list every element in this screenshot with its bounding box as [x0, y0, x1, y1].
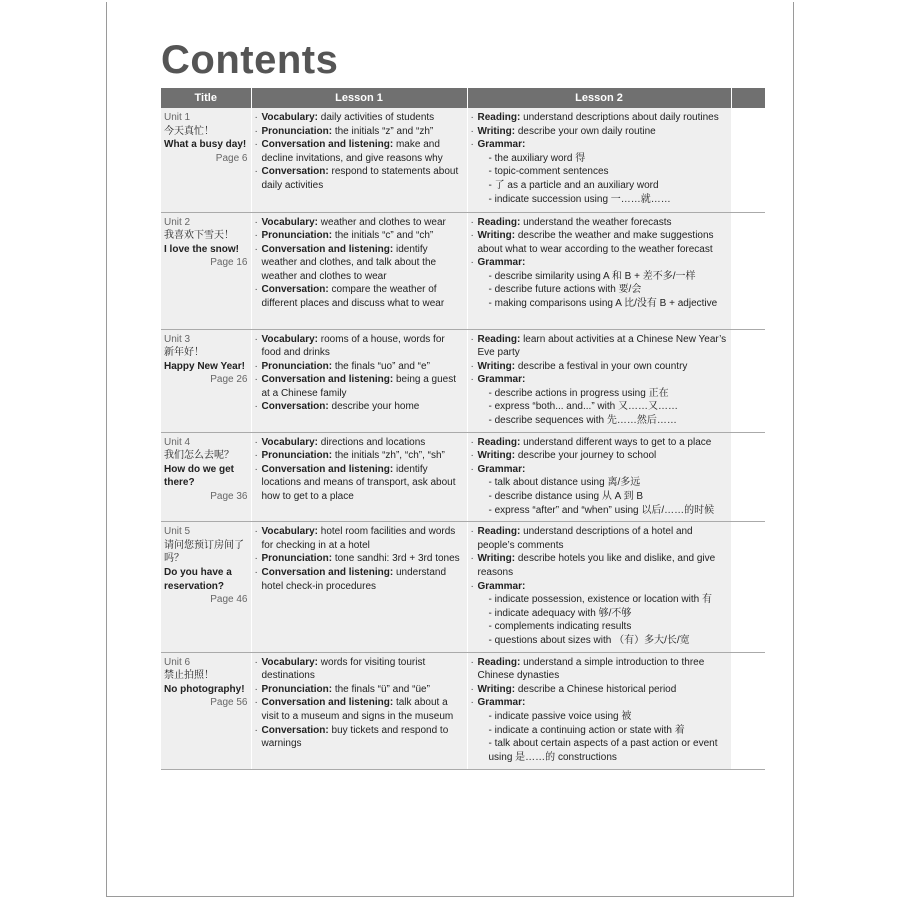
item-label: Conversation and listening:	[261, 243, 394, 255]
grammar-point: - describe actions in progress using 正在	[488, 387, 669, 399]
item-text: learn about activities at a Chinese New Year’s Eve party	[477, 333, 727, 359]
unit-title-english: What a busy day!	[164, 139, 247, 151]
item-text: identify locations and means of transport, ask about how to get to a place	[261, 463, 456, 503]
item-text: make and decline invitations, and give reasons why	[261, 139, 443, 164]
lesson1-list	[255, 656, 465, 751]
item-text: describe a Chinese historical period	[517, 683, 677, 695]
list-item	[471, 138, 729, 152]
list-item	[471, 333, 729, 360]
item-text: understand descriptions about daily routines	[523, 112, 719, 123]
list-item	[471, 360, 729, 374]
blank-cell	[731, 432, 765, 522]
item-label: Grammar:	[477, 139, 526, 151]
unit-title-chinese: 我们怎么去呢？	[164, 450, 234, 462]
lesson1-list	[255, 216, 465, 311]
list-item	[255, 333, 465, 360]
item-text: weather and clothes to wear	[320, 216, 446, 228]
unit-title-chinese: 请问您预订房间了吗？	[164, 539, 244, 565]
item-text: describe a festival in your own country	[517, 360, 688, 372]
col-header-blank	[731, 88, 765, 108]
list-item	[255, 400, 465, 414]
col-header-title: Title	[161, 88, 251, 108]
item-label: Grammar:	[477, 257, 526, 269]
list-item	[255, 283, 465, 310]
lesson2-cell	[467, 432, 731, 522]
item-label: Reading:	[477, 112, 521, 123]
list-item	[471, 125, 729, 139]
unit-title-cell	[161, 432, 251, 522]
grammar-point: - describe distance using 从 A 到 B	[488, 491, 644, 503]
list-item	[255, 552, 465, 566]
item-label: Vocabulary:	[261, 526, 318, 538]
list-item	[471, 656, 729, 683]
item-label: Reading:	[477, 333, 521, 345]
lesson2-list	[471, 111, 729, 206]
unit-row	[161, 212, 765, 329]
item-label: Conversation and listening:	[261, 374, 394, 386]
item-label: Reading:	[477, 526, 521, 538]
list-item	[255, 373, 465, 400]
item-label: Vocabulary:	[261, 216, 318, 228]
lesson2-list	[471, 436, 729, 518]
unit-number: Unit 6	[164, 656, 191, 668]
list-item	[255, 243, 465, 284]
contents-table	[161, 88, 765, 770]
page-title: Contents	[161, 38, 339, 82]
item-label: Writing:	[477, 230, 516, 242]
item-label: Vocabulary:	[261, 112, 318, 123]
list-item	[471, 552, 729, 579]
blank-cell	[731, 522, 765, 652]
item-text: the finals “ü” and “üe”	[334, 683, 430, 695]
list-item	[471, 436, 729, 450]
unit-number: Unit 5	[164, 526, 191, 538]
list-item	[255, 125, 465, 139]
col-header-lesson1: Lesson 1	[251, 88, 467, 108]
col-header-lesson2: Lesson 2	[467, 88, 731, 108]
item-label: Grammar:	[477, 374, 526, 386]
list-item	[471, 256, 729, 270]
unit-page-number[interactable]: Page 56	[210, 697, 248, 709]
item-label: Reading:	[477, 436, 521, 448]
lesson2-list	[471, 216, 729, 311]
grammar-point: - the auxiliary word 得	[488, 152, 586, 164]
item-label: Pronunciation:	[261, 683, 333, 695]
lesson1-cell	[251, 432, 467, 522]
item-label: Vocabulary:	[261, 656, 318, 668]
grammar-point: - topic-comment sentences	[488, 166, 609, 178]
lesson2-cell	[467, 329, 731, 432]
lesson1-cell	[251, 329, 467, 432]
item-text: the finals “uo” and “e”	[334, 360, 430, 372]
list-item	[255, 229, 465, 243]
unit-row	[161, 432, 765, 522]
lesson1-cell	[251, 212, 467, 329]
list-item	[255, 436, 465, 450]
list-item	[255, 656, 465, 683]
item-label: Conversation and listening:	[261, 139, 394, 151]
item-text: describe the weather and make suggestions about what to wear according to the weather forecast	[477, 230, 714, 255]
item-label: Conversation and listening:	[261, 567, 394, 578]
item-text: the initials “zh”, “ch”, “sh”	[334, 450, 445, 462]
lesson1-list	[255, 525, 465, 593]
list-item	[471, 683, 729, 697]
lesson1-cell	[251, 522, 467, 652]
item-text: hotel room facilities and words for checking in at a hotel	[261, 526, 456, 551]
list-item	[255, 216, 465, 230]
item-label: Pronunciation:	[261, 553, 333, 565]
item-text: the initials “c” and “ch”	[334, 230, 434, 242]
grammar-point: - questions about sizes with （有）多大/长/宽	[488, 634, 690, 646]
lesson1-list	[255, 436, 465, 504]
blank-cell	[731, 212, 765, 329]
grammar-point: - indicate adequacy with 够/不够	[488, 607, 632, 619]
unit-page-number[interactable]: Page 46	[210, 594, 248, 606]
grammar-point: - express “both... and...” with 又……又……	[488, 401, 678, 413]
lesson2-cell	[467, 108, 731, 212]
item-label: Conversation:	[261, 284, 329, 296]
item-label: Grammar:	[477, 580, 526, 592]
item-label: Pronunciation:	[261, 360, 333, 372]
unit-title-chinese: 禁止拍照！	[164, 670, 214, 682]
unit-title-chinese: 新年好！	[164, 347, 204, 359]
grammar-point: - talk about certain aspects of a past action or event using 是……的 constructions	[488, 738, 718, 763]
list-item	[255, 683, 465, 697]
grammar-point: - indicate a continuing action or state with 着	[488, 724, 685, 736]
lesson2-list	[471, 525, 729, 647]
lesson2-cell	[467, 212, 731, 329]
item-text: being a guest at a Chinese family	[261, 374, 457, 399]
unit-page-number[interactable]: Page 6	[215, 152, 248, 164]
item-label: Conversation and listening:	[261, 697, 394, 709]
unit-number: Unit 2	[164, 216, 191, 228]
lesson1-list	[255, 333, 465, 415]
unit-title-cell	[161, 652, 251, 769]
item-text: understand hotel check-in procedures	[261, 567, 447, 592]
units-body	[161, 108, 765, 769]
list-item	[255, 360, 465, 374]
lesson1-cell	[251, 652, 467, 769]
unit-number: Unit 1	[164, 112, 191, 123]
item-label: Reading:	[477, 216, 521, 228]
grammar-point: - making comparisons using A 比/没有 B + adjective	[488, 298, 718, 310]
grammar-point: - talk about distance using 离/多远	[488, 477, 641, 489]
header-row	[161, 88, 765, 108]
list-item	[471, 696, 729, 710]
list-item	[471, 111, 729, 125]
lesson2-cell	[467, 652, 731, 769]
list-item	[471, 373, 729, 387]
item-text: respond to statements about daily activities	[261, 166, 459, 191]
grammar-point: - complements indicating results	[488, 621, 632, 633]
list-item	[255, 111, 465, 125]
item-text: buy tickets and respond to warnings	[261, 724, 449, 750]
item-text: daily activities of students	[320, 112, 435, 123]
lesson2-list	[471, 333, 729, 428]
lesson1-list	[255, 111, 465, 193]
item-text: understand a simple introduction to three Chinese dynasties	[477, 656, 705, 682]
item-text: rooms of a house, words for food and drinks	[261, 333, 445, 359]
item-label: Grammar:	[477, 463, 526, 475]
item-text: talk about a visit to a museum and signs in the museum	[261, 697, 454, 722]
item-label: Writing:	[477, 125, 516, 137]
item-label: Reading:	[477, 656, 521, 668]
list-item	[255, 696, 465, 723]
unit-number: Unit 4	[164, 436, 191, 448]
list-item	[471, 463, 729, 477]
blank-cell	[731, 108, 765, 212]
grammar-point: - indicate passive voice using 被	[488, 710, 632, 722]
item-text: understand different ways to get to a place	[523, 436, 712, 448]
item-text: describe hotels you like and dislike, and give reasons	[477, 553, 716, 578]
grammar-point: - describe sequences with 先……然后……	[488, 415, 677, 427]
unit-row	[161, 652, 765, 769]
lesson2-list	[471, 656, 729, 765]
list-item	[255, 724, 465, 751]
blank-cell	[731, 652, 765, 769]
list-item	[255, 449, 465, 463]
item-label: Conversation and listening:	[261, 463, 394, 475]
item-text: understand the weather forecasts	[523, 216, 672, 228]
lesson2-cell	[467, 522, 731, 652]
list-item	[255, 525, 465, 552]
list-item	[255, 138, 465, 165]
unit-title-cell	[161, 522, 251, 652]
unit-page-number[interactable]: Page 26	[210, 374, 248, 386]
item-text: understand descriptions of a hotel and people’s comments	[477, 526, 693, 551]
unit-page-number[interactable]: Page 36	[210, 491, 248, 503]
book-page	[106, 2, 794, 897]
unit-title-english: How do we get there?	[164, 463, 234, 489]
unit-title-english: No photography!	[164, 683, 245, 695]
unit-row	[161, 329, 765, 432]
list-item	[471, 525, 729, 552]
list-item	[471, 229, 729, 256]
item-label: Writing:	[477, 450, 516, 462]
item-text: tone sandhi: 3rd + 3rd tones	[334, 553, 460, 565]
item-text: describe your home	[331, 401, 420, 413]
unit-title-chinese: 我喜欢下雪天！	[164, 230, 234, 242]
item-label: Pronunciation:	[261, 230, 333, 242]
item-label: Vocabulary:	[261, 436, 318, 448]
unit-number: Unit 3	[164, 333, 191, 345]
unit-row	[161, 522, 765, 652]
item-label: Pronunciation:	[261, 125, 333, 137]
item-text: words for visiting tourist destinations	[261, 656, 426, 682]
blank-cell	[731, 329, 765, 432]
list-item	[255, 463, 465, 504]
unit-title-chinese: 今天真忙！	[164, 125, 214, 137]
unit-page-number[interactable]: Page 16	[210, 257, 248, 269]
item-label: Conversation:	[261, 166, 329, 178]
grammar-point: - describe similarity using A 和 B + 差不多/一样	[488, 270, 696, 282]
item-text: identify weather and clothes, and talk about the weather and clothes to wear	[261, 243, 437, 282]
item-label: Writing:	[477, 683, 516, 695]
grammar-point: - express “after” and “when” using 以后/……的时候	[488, 504, 715, 516]
unit-title-cell	[161, 329, 251, 432]
item-text: describe your journey to school	[517, 450, 657, 462]
list-item	[255, 165, 465, 192]
unit-row	[161, 108, 765, 212]
lesson1-cell	[251, 108, 467, 212]
item-label: Writing:	[477, 553, 516, 565]
list-item	[255, 566, 465, 593]
unit-title-english: Do you have a reservation?	[164, 567, 232, 592]
unit-title-cell	[161, 108, 251, 212]
item-text: describe your own daily routine	[517, 125, 656, 137]
item-label: Vocabulary:	[261, 333, 318, 345]
grammar-point: - indicate succession using 一……就……	[488, 193, 671, 205]
item-label: Conversation:	[261, 401, 329, 413]
list-item	[471, 580, 729, 594]
unit-title-english: I love the snow!	[164, 243, 240, 255]
grammar-point: - describe future actions with 要/会	[488, 284, 642, 296]
item-text: directions and locations	[320, 436, 426, 448]
list-item	[471, 216, 729, 230]
list-item	[471, 449, 729, 463]
grammar-point: - 了 as a particle and an auxiliary word	[488, 179, 659, 191]
item-label: Writing:	[477, 360, 516, 372]
item-text: the initials “z” and “zh”	[334, 125, 434, 137]
unit-title-cell	[161, 212, 251, 329]
item-label: Grammar:	[477, 697, 526, 709]
item-label: Conversation:	[261, 724, 329, 736]
item-label: Pronunciation:	[261, 450, 333, 462]
unit-title-english: Happy New Year!	[164, 360, 245, 372]
item-text: compare the weather of different places and discuss what to wear	[261, 284, 445, 310]
grammar-point: - indicate possession, existence or location with 有	[488, 594, 712, 606]
